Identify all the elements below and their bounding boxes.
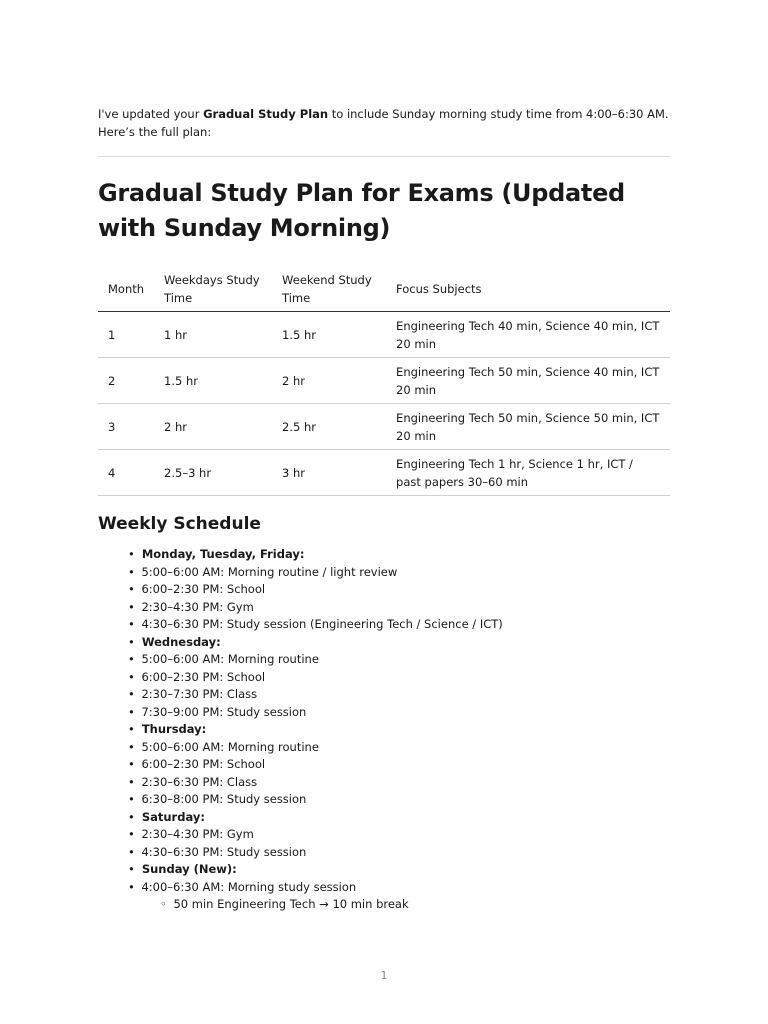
cell-weekdays: 2.5–3 hr [154, 450, 272, 496]
schedule-day-heading [128, 721, 670, 739]
schedule-item [128, 791, 670, 809]
bullet-icon: • [128, 564, 135, 579]
schedule-item-text: Saturday: [141, 809, 205, 824]
cell-focus: Engineering Tech 1 hr, Science 1 hr, ICT / past papers 30–60 min [386, 450, 670, 496]
bullet-icon: • [128, 809, 135, 824]
schedule-item [128, 651, 670, 669]
schedule-item-text: 4:30–6:30 PM: Study session [141, 844, 307, 859]
bullet-icon: • [128, 704, 135, 719]
table-header-row [98, 266, 670, 312]
schedule-item-text: 6:00–2:30 PM: School [141, 757, 266, 771]
page-title: Gradual Study Plan for Exams (Updated with Sunday Morning) [98, 179, 625, 242]
schedule-item-text: 2:30–4:30 PM: Gym [141, 599, 254, 614]
bullet-icon: • [128, 827, 135, 841]
bullet-icon: • [128, 879, 135, 894]
schedule-item-text: 6:00–2:30 PM: School [141, 669, 266, 684]
table-row [98, 358, 670, 404]
schedule-item [128, 616, 670, 634]
schedule-item-text: 50 min Engineering Tech → 10 min break [173, 897, 409, 911]
schedule-day-heading [128, 809, 670, 827]
bullet-icon: • [128, 774, 135, 789]
cell-month: 3 [98, 404, 154, 450]
schedule-item [128, 826, 670, 844]
cell-weekdays: 1 hr [154, 312, 272, 358]
bullet-icon: • [128, 652, 135, 666]
schedule-day-heading [128, 546, 670, 564]
hollow-bullet-icon: ◦ [160, 897, 171, 911]
bullet-icon: • [128, 617, 135, 631]
schedule-item-text: 5:00–6:00 AM: Morning routine [141, 652, 319, 666]
bullet-icon: • [128, 844, 135, 859]
schedule-item-text: Sunday (New): [141, 862, 237, 876]
bullet-icon: • [128, 687, 135, 701]
bullet-icon: • [128, 792, 135, 806]
schedule-item-text: 2:30–4:30 PM: Gym [141, 827, 254, 841]
schedule-item [128, 739, 670, 757]
bullet-icon: • [128, 547, 135, 561]
table-row [98, 404, 670, 450]
cell-weekend: 3 hr [272, 450, 386, 496]
bullet-icon: • [128, 739, 135, 754]
header-weekend: Weekend Study Time [272, 266, 386, 312]
header-month: Month [98, 266, 154, 312]
cell-weekend: 2.5 hr [272, 404, 386, 450]
bullet-icon: • [128, 722, 135, 736]
section-divider [98, 156, 670, 157]
cell-weekdays: 2 hr [154, 404, 272, 450]
schedule-item-text: 5:00–6:00 AM: Morning routine / light review [141, 564, 398, 579]
schedule-item [128, 756, 670, 774]
study-plan-table [98, 266, 670, 496]
header-weekdays: Weekdays Study Time [154, 266, 272, 312]
page-number: 1 [380, 969, 388, 982]
schedule-item [128, 844, 670, 862]
schedule-item-text: Thursday: [141, 722, 207, 736]
schedule-item-text: 5:00–6:00 AM: Morning routine [141, 739, 319, 754]
schedule-item [128, 704, 670, 722]
schedule-item [128, 669, 670, 687]
header-focus: Focus Subjects [386, 266, 670, 312]
schedule-list [98, 546, 670, 914]
schedule-item [128, 599, 670, 617]
schedule-day-heading [128, 861, 670, 879]
cell-weekdays: 1.5 hr [154, 358, 272, 404]
bullet-icon: • [128, 669, 135, 684]
schedule-item-text: 2:30–6:30 PM: Class [141, 774, 258, 789]
bullet-icon: • [128, 599, 135, 614]
intro-text-after: to include Sunday morning study time from 4:00–6:30 AM. Here’s the full plan: [98, 107, 669, 139]
schedule-item-text: 6:00–2:30 PM: School [141, 582, 266, 596]
cell-focus: Engineering Tech 40 min, Science 40 min, ICT 20 min [386, 312, 670, 358]
schedule-item-text: 6:30–8:00 PM: Study session [141, 792, 307, 806]
table-row [98, 312, 670, 358]
intro-plan-name: Gradual Study Plan [203, 107, 329, 121]
cell-month: 1 [98, 312, 154, 358]
intro-paragraph [98, 105, 670, 141]
schedule-item-text: 7:30–9:00 PM: Study session [141, 704, 307, 719]
cell-weekend: 1.5 hr [272, 312, 386, 358]
schedule-item-text: Monday, Tuesday, Friday: [141, 547, 305, 561]
schedule-item [128, 564, 670, 582]
cell-weekend: 2 hr [272, 358, 386, 404]
table-row [98, 450, 670, 496]
schedule-item [128, 686, 670, 704]
schedule-item-text: 4:30–6:30 PM: Study session (Engineering Tech / Science / ICT) [141, 617, 503, 631]
schedule-sub-item [128, 896, 670, 914]
schedule-item-text: 4:00–6:30 AM: Morning study session [141, 879, 357, 894]
schedule-item-text: 2:30–7:30 PM: Class [141, 687, 258, 701]
cell-focus: Engineering Tech 50 min, Science 50 min, ICT 20 min [386, 404, 670, 450]
schedule-item [128, 879, 670, 897]
bullet-icon: • [128, 634, 135, 649]
cell-month: 4 [98, 450, 154, 496]
bullet-icon: • [128, 582, 135, 596]
bullet-icon: • [128, 862, 135, 876]
schedule-heading: Weekly Schedule [98, 514, 261, 534]
bullet-icon: • [128, 757, 135, 771]
document-page [98, 105, 670, 914]
schedule-item [128, 774, 670, 792]
schedule-item [128, 581, 670, 599]
schedule-item-text: Wednesday: [141, 634, 221, 649]
schedule-day-heading [128, 634, 670, 652]
cell-month: 2 [98, 358, 154, 404]
cell-focus: Engineering Tech 50 min, Science 40 min, ICT 20 min [386, 358, 670, 404]
intro-text-before: I've updated your [98, 107, 204, 121]
